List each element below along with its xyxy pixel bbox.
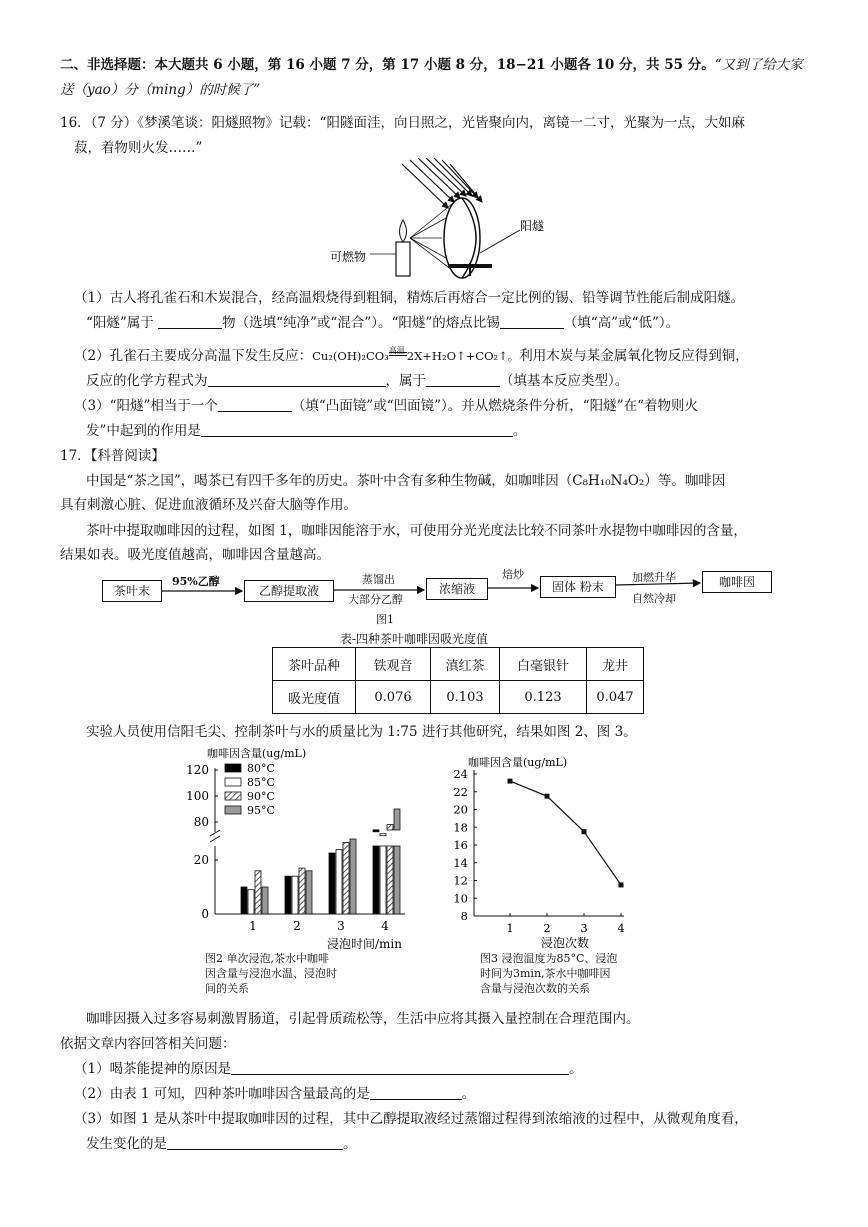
q16-p2-b3: （填基本反应类型）。 <box>500 373 629 389</box>
fig1-caption: 图1 <box>376 613 394 626</box>
chart3-xtick-label: 2 <box>543 921 551 935</box>
flow-label-distill: 蒸馏出 <box>362 573 395 586</box>
chart2-axis-break-2 <box>210 836 220 842</box>
q16-blank-4[interactable] <box>426 372 500 387</box>
q16-blank-5[interactable] <box>218 397 292 412</box>
chart2-bar <box>255 871 261 914</box>
chart3-ylabel: 咖啡因含量(ug/mL) <box>468 756 568 769</box>
q16-blank-3[interactable] <box>208 372 386 387</box>
q17-a3-b-text: 发生变化的是 <box>86 1136 167 1152</box>
fig3-caption <box>480 951 617 996</box>
q16-p3-b <box>86 421 526 441</box>
table-cell: 龙井 <box>587 648 644 681</box>
chart2-bar <box>329 853 335 914</box>
table-cell: 吸光度值 <box>273 681 356 714</box>
q17-blank-1[interactable] <box>231 1060 569 1075</box>
fig2-bar-chart <box>185 742 415 950</box>
q17-blank-3[interactable] <box>167 1135 343 1150</box>
chart2-ytick-label: 20 <box>193 853 209 867</box>
chart2-legend-swatch <box>225 806 241 814</box>
table-title: 表-四种茶叶咖啡因吸光度值 <box>340 632 489 646</box>
caffeine-table <box>272 647 644 714</box>
q16-products: 2X+H₂O↑+CO₂↑。 <box>406 349 520 363</box>
table-cell: 0.103 <box>431 681 500 714</box>
q16-stem-b: 菽，着物则火发……” <box>74 140 203 156</box>
flow-box-concentrate: 浓缩液 <box>426 578 488 600</box>
chart2-ytick-label: 100 <box>186 789 209 803</box>
flow-box-ethanol-extract: 乙醇提取液 <box>244 580 334 602</box>
chart3-xtick-label: 4 <box>617 921 625 935</box>
label-fuel: 可燃物 <box>330 250 367 264</box>
reaction-condition: 高温 <box>388 346 405 355</box>
q17-a3-b <box>86 1134 357 1154</box>
q16-p2-a <box>74 346 749 366</box>
q17-para2-a: 茶叶中提取咖啡因的过程，如图 1，咖啡因能溶于水，可使用分光光度法比较不同茶叶水提物中咖啡因的含量， <box>86 523 747 539</box>
q17-instr: 依据文章内容回答相关问题： <box>60 1036 236 1052</box>
chart2-legend-label: 80°C <box>247 762 275 775</box>
q16-p2-a2: 利用木炭与某金属氧化物反应得到铜， <box>519 348 749 364</box>
chart2-legend-swatch <box>225 764 241 772</box>
chart2-bar-upper <box>387 825 393 830</box>
q16-p2-b1: 反应的化学方程式为 <box>86 373 208 389</box>
chart2-legend-label: 90°C <box>247 790 275 803</box>
q16-formula: Cu₂(OH)₂CO₃ <box>312 349 389 363</box>
chart3-point <box>582 829 587 834</box>
chart2-bar <box>262 887 268 914</box>
q17-title: 17．【科普阅读】 <box>60 448 165 464</box>
flow-arrows <box>0 560 868 610</box>
yangsui-figure <box>330 158 560 283</box>
chart2-legend-label: 85°C <box>247 776 275 789</box>
chart2-bar <box>285 876 291 914</box>
fig2-caption <box>205 951 337 996</box>
flow-label-roast: 焙炒 <box>502 568 524 581</box>
chart3-ytick-label: 24 <box>453 767 468 781</box>
table-cell: 铁观音 <box>356 648 431 681</box>
q17-a1 <box>74 1059 583 1079</box>
chart2-ytick-label: 120 <box>186 763 209 777</box>
q17-para1-a: 中国是“茶之国”，喝茶已有四千多年的历史。茶叶中含有多种生物碱，如咖啡因（C₈H₁₀N₄O₂）等。咖啡因 <box>86 473 726 489</box>
chart3-ytick-label: 16 <box>453 838 468 852</box>
q17-a3-end: 。 <box>343 1136 357 1152</box>
chart2-bar <box>343 843 349 915</box>
q16-blank-6[interactable] <box>201 422 513 437</box>
q17-a1-text: （1）喝茶能提神的原因是 <box>74 1061 232 1077</box>
chart3-ytick-label: 18 <box>453 820 468 835</box>
q16-p1-a: （1）古人将孔雀石和木炭混合，经高温煅烧得到粗铜，精炼后再熔合一定比例的锡、铅等调节性能后制成阳燧。 <box>74 290 745 306</box>
q16-p3-b2: 。 <box>512 423 527 439</box>
sun-rays <box>402 158 482 208</box>
chart2-bar <box>292 876 298 914</box>
q17-para4: 咖啡因摄入过多容易刺激胃肠道，引起骨质疏松等，生活中应将其摄入量控制在合理范围内。 <box>86 1011 640 1027</box>
q16-blank-1[interactable] <box>158 314 222 329</box>
mirror-stand <box>448 264 492 268</box>
chart3-point <box>508 779 513 784</box>
chart2-bar-upper <box>373 830 379 832</box>
chart3-xlabel: 浸泡次数 <box>541 936 590 948</box>
chart2-bar <box>299 868 305 914</box>
chart2-xtick-label: 3 <box>337 919 345 933</box>
fig3-caption-line1: 图3 浸泡温度为85°C、浸泡 <box>480 952 618 965</box>
q16-stem-a: 16．（7 分）《梦溪笔谈：阳燧照物》记载：“阳隧面洼，向日照之，光皆聚向内，离镜一二寸，光聚为一点，大如麻 <box>60 115 745 131</box>
section-heading <box>60 55 803 75</box>
q16-p1-b <box>86 313 679 333</box>
chart2-xtick-label: 4 <box>381 919 389 933</box>
chart2-legend-swatch <box>225 792 241 800</box>
chart2-ytick-label: 0 <box>201 907 209 921</box>
chart3-point <box>545 794 550 799</box>
q17-a1-end: 。 <box>569 1061 583 1077</box>
q16-p3-a <box>74 396 698 416</box>
q16-p2-b2: ，属于 <box>385 373 426 389</box>
q16-p1-b2: 物（选填“纯净”或“混合”）。“阳燧”的熔点比锡 <box>222 315 500 331</box>
section-heading-text: 二、非选择题：本大题共 6 小题，第 16 小题 7 分，第 17 小题 8 分，18−21 小题各 10 分，共 55 分。 <box>60 57 715 73</box>
chart3-ytick-label: 22 <box>453 784 468 799</box>
flame <box>400 220 407 242</box>
fig3-caption-line3: 含量与浸泡次数的关系 <box>480 982 590 995</box>
chart2-bar <box>350 839 356 914</box>
table-cell: 0.047 <box>587 681 644 714</box>
table-cell: 滇红茶 <box>431 648 500 681</box>
chart2-bar <box>387 846 393 914</box>
chart2-bar-upper <box>394 809 400 830</box>
chart3-ytick-label: 14 <box>453 855 468 870</box>
q16-p3-a2: （填“凸面镜”或“凹面镜”）。并从燃烧条件分析，“阳燧”在“着物则火 <box>291 398 698 414</box>
q17-para2-b: 结果如表。吸光度值越高，咖啡因含量越高。 <box>60 547 330 563</box>
chart3-ytick-label: 8 <box>460 909 468 923</box>
flow-label-most-ethanol: 大部分乙醇 <box>348 593 403 606</box>
q16-p2-b <box>86 371 628 391</box>
chart3-ytick-label: 10 <box>453 891 468 906</box>
table-cell: 茶叶品种 <box>273 648 356 681</box>
chart2-ytick-label: 80 <box>193 815 209 829</box>
chart2-xlabel: 浸泡时间/min <box>327 937 402 950</box>
chart3-ytick-label: 20 <box>453 802 468 817</box>
chart2-ylabel: 咖啡因含量(ug/mL) <box>207 747 307 760</box>
table-cell: 0.123 <box>500 681 587 714</box>
section-note-a: “又到了给大家 <box>714 57 803 73</box>
q16-blank-2[interactable] <box>500 314 564 329</box>
q16-p1-b3: （填“高”或“低”）。 <box>563 315 680 331</box>
table-cell: 白毫银针 <box>500 648 587 681</box>
chart3-xtick-label: 3 <box>580 921 588 935</box>
chart2-bar <box>373 846 379 914</box>
chart2-bar <box>380 846 386 914</box>
fig3-line-chart <box>448 752 648 948</box>
q16-p1-b1: “阳燧”属于 <box>86 315 154 331</box>
fig3-caption-line2: 时间为3min,茶水中咖啡因 <box>480 967 611 980</box>
label-yangsui: 阳燧 <box>520 219 545 233</box>
chart3-xtick-label: 1 <box>506 921 514 935</box>
chart2-bar <box>248 890 254 914</box>
reaction-arrow <box>388 346 407 356</box>
q16-p3-b1: 发”中起到的作用是 <box>86 423 201 439</box>
q17-a2-end: 。 <box>461 1086 476 1102</box>
chart2-xtick-label: 2 <box>293 919 301 933</box>
q16-p3-a1: （3）“阳燧”相当于一个 <box>74 398 218 414</box>
q17-blank-2[interactable] <box>370 1085 462 1100</box>
q17-para3: 实验人员使用信阳毛尖、控制茶叶与水的质量比为 1:75 进行其他研究，结果如图 2、图 3。 <box>86 724 637 740</box>
table-header-row <box>273 648 644 681</box>
flow-label-cool: 自然冷却 <box>632 592 676 605</box>
chart3-series-line <box>510 781 621 885</box>
chart2-xtick-label: 1 <box>249 919 257 933</box>
section-note-b: 送（yao）分（ming）的时候了” <box>60 82 261 98</box>
flow-label-sublime: 加燃升华 <box>632 571 676 584</box>
fig2-caption-line2: 因含量与浸泡水温、浸泡时 <box>205 967 337 980</box>
chart2-legend-label: 95°C <box>247 804 275 817</box>
chart2-bar <box>241 887 247 914</box>
chart2-bar <box>336 850 342 915</box>
flow-label-ethanol: 95%乙醇 <box>172 575 220 588</box>
chart3-point <box>619 882 624 887</box>
q17-a2-text: （2）由表 1 可知，四种茶叶咖啡因含量最高的是 <box>74 1086 370 1102</box>
q17-a2 <box>74 1084 475 1104</box>
chart2-bar-upper <box>380 834 386 836</box>
q17-para1-b: 具有刺激心脏、促进血液循环及兴奋大脑等作用。 <box>60 497 357 513</box>
flow-box-caffeine: 咖啡因 <box>702 571 772 593</box>
chart3-ytick-label: 12 <box>453 873 468 888</box>
flow-box-solid-powder: 固体 粉末 <box>540 576 616 598</box>
q17-a3-a: （3）如图 1 是从茶叶中提取咖啡因的过程，其中乙醇提取液经过蒸馏过程得到浓缩液的过程中，从微观角度看， <box>74 1111 748 1127</box>
fig2-caption-line3: 间的关系 <box>205 982 249 995</box>
chart2-bar <box>394 846 400 914</box>
chart2-legend-swatch <box>225 778 241 786</box>
table-row <box>273 681 644 714</box>
chart2-bar <box>306 871 312 914</box>
fig2-caption-line1: 图2 单次浸泡,茶水中咖啡 <box>205 952 329 965</box>
q16-p2-a1: （2）孔雀石主要成分高温下发生反应： <box>74 348 313 364</box>
table-cell: 0.076 <box>356 681 431 714</box>
flow-box-tea-powder: 茶叶末 <box>102 580 162 602</box>
candle <box>396 242 410 276</box>
